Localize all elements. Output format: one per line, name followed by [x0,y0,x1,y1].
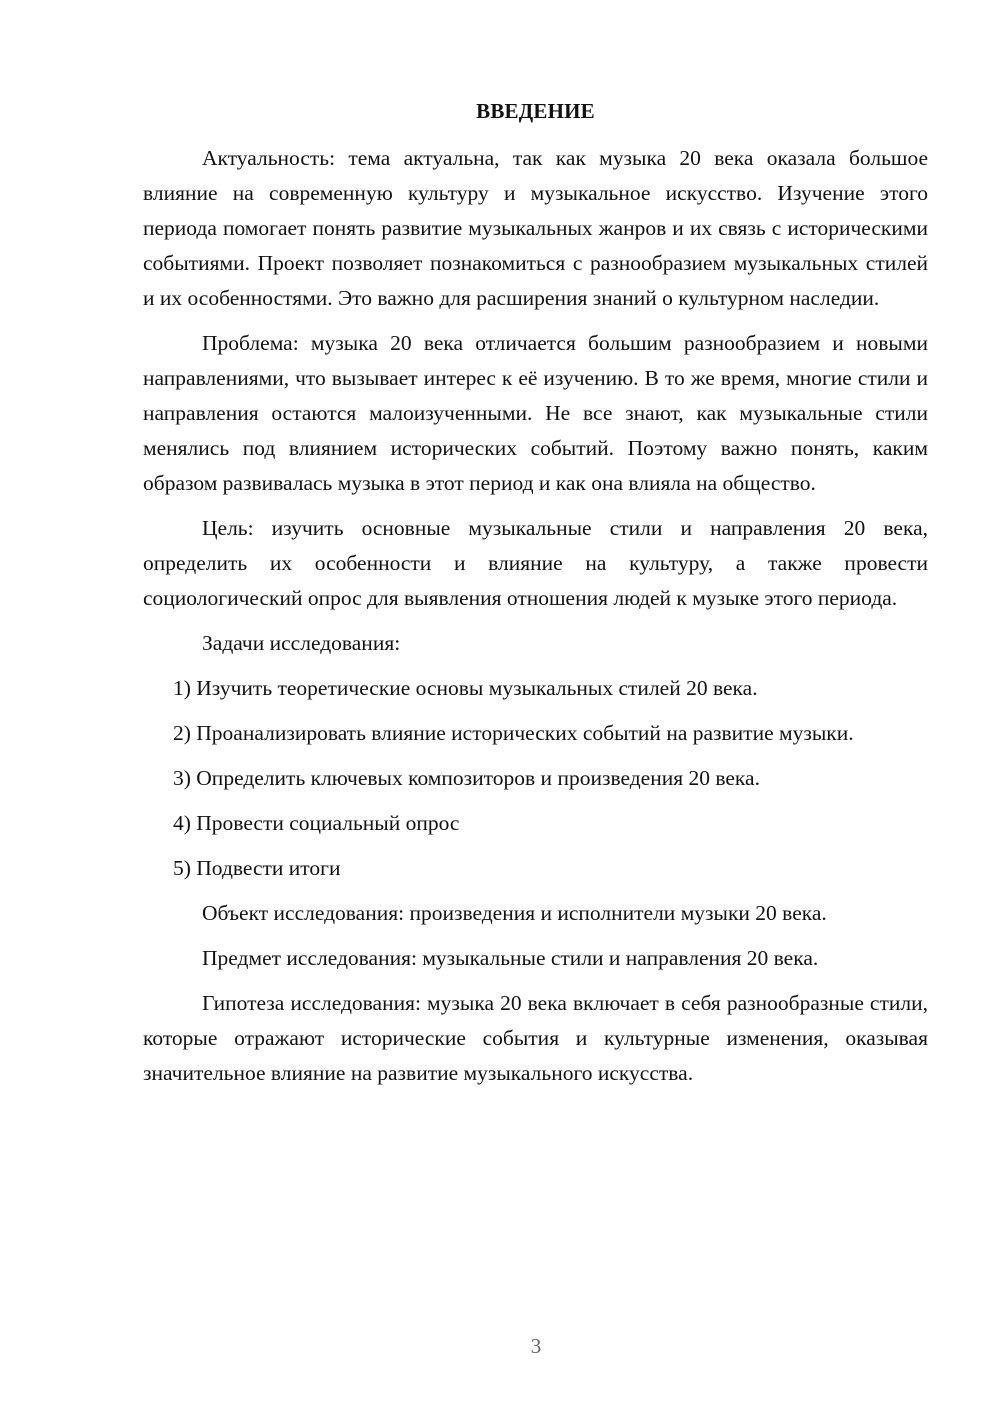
page-title: ВВЕДЕНИЕ [476,99,595,123]
relevance-paragraph: Актуальность: тема актуальна, так как музыка 20 века оказала большое влияние на современную культуру и музыкальное искусство. Изучение этого периода помогает понять развитие музыкальных жанров и их связь с историческими событиями. Проект позволяет познакомиться с разнообразием музыкальных стилей и их особенностями. Это важно для расширения знаний о культурном наследии. [143,146,928,310]
task-item-4: 4) Провести социальный опрос [173,811,460,835]
problem-paragraph: Проблема: музыка 20 века отличается большим разнообразием и новыми направлениями, что вызывает интерес к её изучению. В то же время, многие стили и направления остаются малоизученными. Не все знают, как музыкальные стили менялись под влиянием исторических событий. Поэтому важно понять, каким образом развивалась музыка в этот период и как она влияла на общество. [143,331,928,495]
hypothesis-paragraph: Гипотеза исследования: музыка 20 века включает в себя разнообразные стили, которые отражают исторические события и культурные изменения, оказывая значительное влияние на развитие музыкального искусства. [143,991,928,1085]
goal-paragraph: Цель: изучить основные музыкальные стили и направления 20 века, определить их особенности и влияние на культуру, а также провести социологический опрос для выявления отношения людей к музыке этого периода. [143,516,928,610]
object-paragraph: Объект исследования: произведения и исполнители музыки 20 века. [202,901,827,925]
task-item-1: 1) Изучить теоретические основы музыкальных стилей 20 века. [173,676,758,700]
page-number: 3 [530,1334,542,1358]
task-item-3: 3) Определить ключевых композиторов и произведения 20 века. [173,766,760,790]
subject-paragraph: Предмет исследования: музыкальные стили и направления 20 века. [202,946,819,970]
tasks-heading: Задачи исследования: [202,631,401,655]
page-content [143,94,928,1101]
task-item-2: 2) Проанализировать влияние исторических событий на развитие музыки. [173,721,854,745]
task-item-5: 5) Подвести итоги [173,856,341,880]
